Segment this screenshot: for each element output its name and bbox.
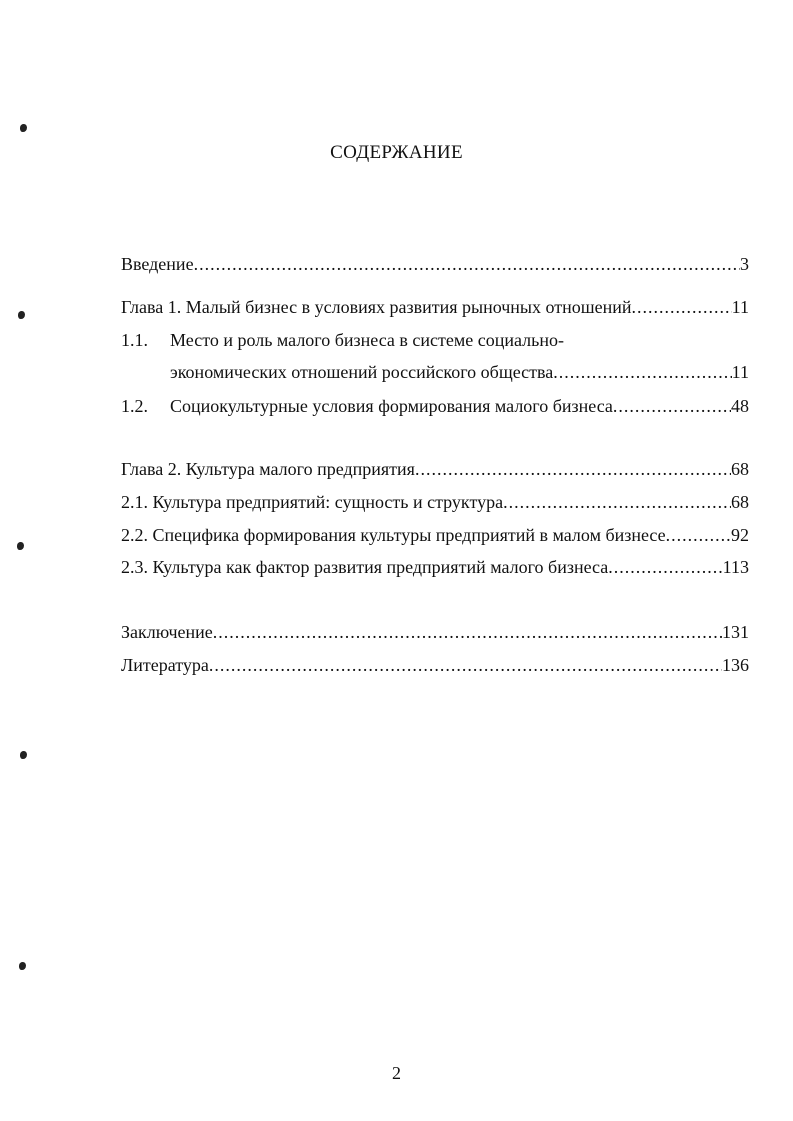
toc-entry-page: 68 <box>731 492 749 512</box>
toc-leader-dots <box>503 491 731 513</box>
toc-entry-page: 3 <box>740 254 749 274</box>
toc-entry-page: 48 <box>731 396 749 416</box>
toc-entry-intro <box>121 253 749 275</box>
toc-entry-conclusion <box>121 621 749 643</box>
toc-leader-dots <box>613 395 731 417</box>
binding-hole-mark <box>20 751 27 759</box>
toc-entry-label: экономических отношений российского общества <box>170 362 554 382</box>
toc-entry-page: 11 <box>731 362 749 382</box>
toc-entry-literature <box>121 654 749 676</box>
toc-leader-dots <box>553 361 731 383</box>
toc-leader-dots <box>194 253 740 275</box>
toc-leader-dots <box>209 654 722 676</box>
toc-leader-dots <box>608 556 722 578</box>
toc-entry-label: Глава 2. Культура малого предприятия <box>121 459 415 479</box>
toc-entry-chapter-1 <box>121 296 749 318</box>
toc-entry-label: 2.3. Культура как фактор развития предприятий малого бизнеса <box>121 557 609 577</box>
page-title: СОДЕРЖАНИЕ <box>330 142 463 163</box>
toc-entry-page: 113 <box>722 557 749 577</box>
toc-entry-number: 1.2. <box>121 396 148 416</box>
toc-entry-page: 136 <box>722 655 749 675</box>
binding-hole-mark <box>19 962 26 970</box>
toc-leader-dots <box>632 296 732 318</box>
toc-entry-label: Место и роль малого бизнеса в системе социально- <box>170 330 564 350</box>
toc-entry-label: 2.1. Культура предприятий: сущность и структура <box>121 492 504 512</box>
toc-entry-section-2-1 <box>121 491 749 513</box>
toc-entry-label: Глава 1. Малый бизнес в условиях развития рыночных отношений <box>121 297 632 317</box>
toc-entry-section-1-2 <box>121 395 749 417</box>
binding-hole-mark <box>18 311 25 319</box>
toc-entry-section-1-1-cont <box>121 361 749 383</box>
binding-hole-mark <box>17 542 24 550</box>
toc-entry-label: Социокультурные условия формирования малого бизнеса <box>170 396 613 416</box>
toc-entry-section-2-3 <box>121 556 749 578</box>
toc-entry-section-1-1 <box>121 329 749 351</box>
toc-entry-page: 11 <box>731 297 749 317</box>
toc-entry-section-2-2 <box>121 524 749 546</box>
toc-leader-dots <box>213 621 722 643</box>
toc-entry-label: Заключение <box>121 622 213 642</box>
toc-entry-page: 68 <box>731 459 749 479</box>
binding-hole-mark <box>20 124 27 132</box>
toc-entry-number: 1.1. <box>121 330 148 350</box>
toc-entry-label: Литература <box>121 655 209 675</box>
toc-entry-label: Введение <box>121 254 194 274</box>
toc-entry-chapter-2 <box>121 458 749 480</box>
toc-leader-dots <box>666 524 731 546</box>
toc-entry-page: 92 <box>731 525 749 545</box>
page-number: 2 <box>392 1063 401 1083</box>
toc-entry-page: 131 <box>722 622 749 642</box>
toc-leader-dots <box>415 458 731 480</box>
toc-entry-label: 2.2. Специфика формирования культуры предприятий в малом бизнесе <box>121 525 666 545</box>
